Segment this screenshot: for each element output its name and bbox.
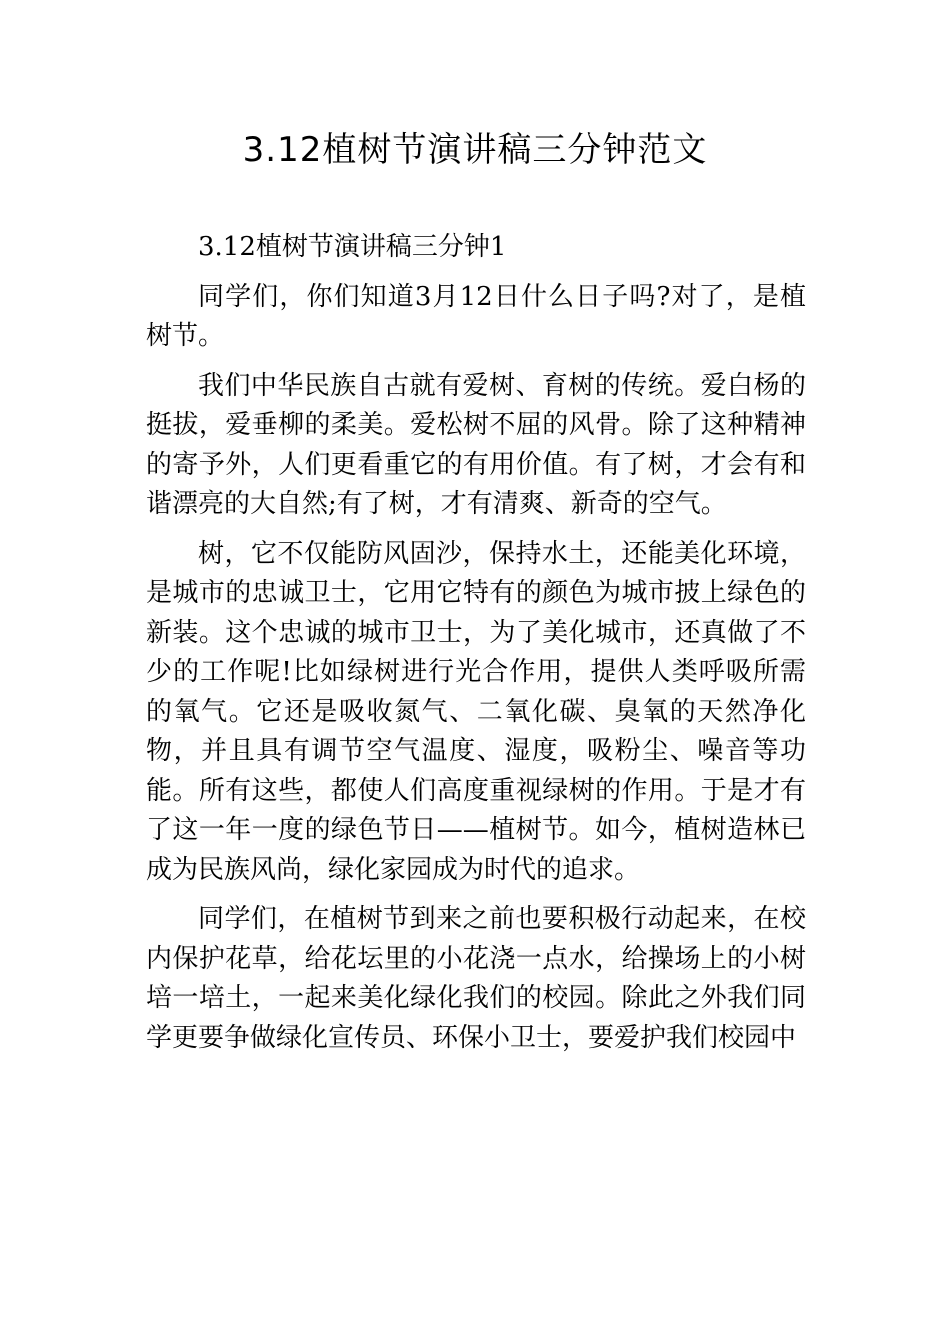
paragraph-1: 同学们，你们知道3月12日什么日子吗?对了，是植树节。: [146, 281, 806, 351]
section-heading: 3.12植树节演讲稿三分钟1: [198, 232, 507, 262]
paragraph-4: 同学们，在植树节到来之前也要积极行动起来，在校内保护花草，给花坛里的小花浇一点水，给操场上的小树培一培土，一起来美化绿化我们的校园。除此之外我们同学更要争做绿化宣传员、环保小卫士，要爱护我们校园中: [146, 904, 806, 1053]
document-body: [146, 228, 806, 1068]
paragraph-2: 我们中华民族自古就有爱树、育树的传统。爱白杨的挺拔，爱垂柳的柔美。爱松树不屈的风骨。除了这种精神的寄予外，人们更看重它的有用价值。有了树，才会有和谐漂亮的大自然;有了树，才有清爽、新奇的空气。: [146, 370, 806, 519]
document-title: 3.12植树节演讲稿三分钟范文: [242, 130, 708, 170]
paragraph-3: 树，它不仅能防风固沙，保持水土，还能美化环境，是城市的忠诚卫士，它用它特有的颜色为城市披上绿色的新装。这个忠诚的城市卫士，为了美化城市，还真做了不少的工作呢!比如绿树进行光合作用，提供人类呼吸所需的氧气。它还是吸收氮气、二氧化碳、臭氧的天然净化物，并且具有调节空气温度、湿度，吸粉尘、噪音等功能。所有这些，都使人们高度重视绿树的作用。于是才有了这一年一度的绿色节日——植树节。如今，植树造林已成为民族风尚，绿化家园成为时代的追求。: [146, 538, 806, 885]
